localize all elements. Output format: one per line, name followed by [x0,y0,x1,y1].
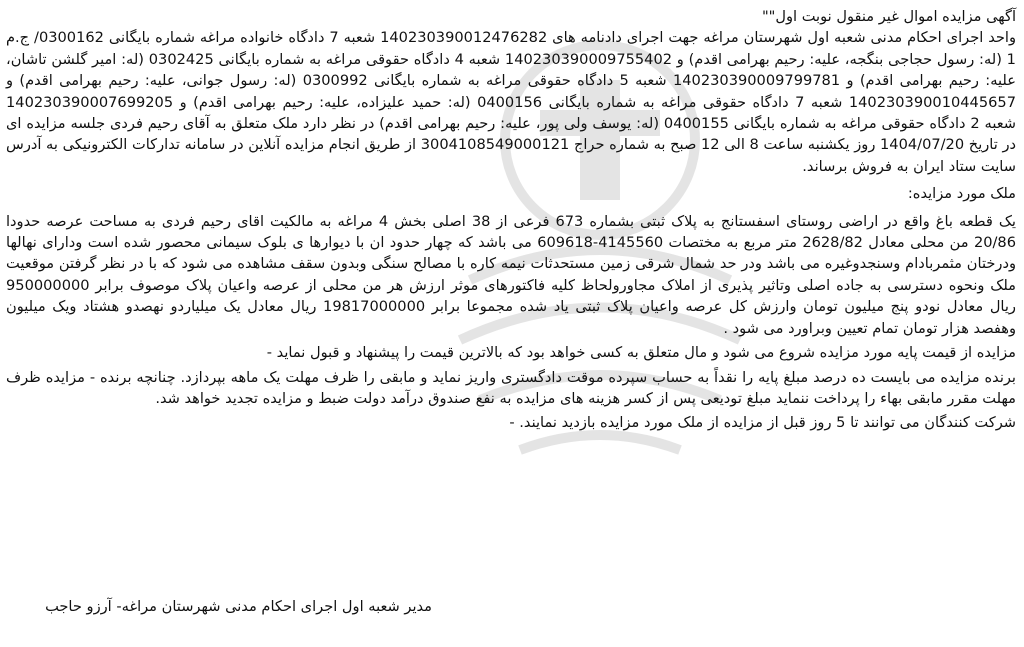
auction-notice [6,6,1016,434]
signature-line: مدیر شعبه اول اجرای احکام مدنی شهرستان مراغه- آرزو حاجب [45,597,432,615]
property-section-label: ملک مورد مزایده: [907,185,1016,203]
property-description-paragraph: یک قطعه باغ واقع در اراضی روستای اسفستانج به پلاک ثبتی بشماره 673 فرعی از 38 اصلی بخش 4 مراغه به مالکیت اقای رحیم فردی به مساحت عرصه حدودا 20/86 من محلی معادل 2628/82 متر مربع به مختصات 4145560-609618 می باشد که چهار حدود ان با دیوارها ی بلوک سیمانی محصور شده است ودارای نهالها ودرختان مثمربادام وسنجدوغیره می باشد ودر حد شمال شرقی زمین مستحدثات نیمه کاره با مصالح سنگی وبدون سقف مشاهده می شود که با در نظر گرفتن موقعیت ملک ونحوه دسترسی به جاده اصلی وتاثیر پذیری از املاک مجاورولحاظ کلیه فاکتورهای موثر ارزش هر من محلی از عرصه واعیان پلاک موصوف برابر 950000000 ریال معادل نودو پنج میلیون تومان وارزش کل عرصه واعیان پلاک ثبتی یاد شده مجموعا برابر 19817000000 ریال معادل یک میلیاردو نهصدو هشتاد ویک میلیون وهفصد هزار تومان تمام تعیین وبراورد می شود . [6,212,1016,337]
base-price-paragraph: مزایده از قیمت پایه مورد مزایده شروع می شود و مال متعلق به کسی خواهد بود که بالاترین قیمت را پیشنهاد و قبول نماید - [266,344,1016,362]
visit-note-paragraph: شرکت کنندگان می توانند تا 5 روز قبل از مزایده از ملک مورد مزایده بازدید نمایند. - [509,414,1016,432]
winner-terms-paragraph: برنده مزایده می بایست ده درصد مبلغ پایه را نقداً به حساب سپرده موقت دادگستری واریز نماید و مابقی را ظرف مهلت یک ماهه بپردازد. چنانچه برنده - مزایده ظرف مهلت مقرر مابقی بهاء را پرداخت ننماید مبلغ تودیعی پس از کسر هزینه های مزایده به نفع صندوق درآمد دولت ضبط و مزایده تجدید خواهد شد. [6,368,1016,407]
notice-intro-paragraph: واحد اجرای احکام مدنی شعبه اول شهرستان مراغه جهت اجرای دادنامه های 140230390012476282 شعبه 7 دادگاه خانواده مراغه شماره بایگانی 0300162/ ج.م 1 (له: رسول حجاجی بنگجه، علیه: رحیم بهرامی اقدم) و 140230390009755402 شعبه 4 دادگاه حقوقی مراغه به شماره بایگانی 0302425 (له: امیر گلشن تاشان، علیه: رحیم بهرامی اقدم) و 140230390009799781 شعبه 5 دادگاه حقوقی مراغه به شماره بایگانی 0300992 (له: رسول جوانی، علیه: رحیم بهرامی اقدم) و 140230390010445657 شعبه 7 دادگاه حقوقی مراغه به شماره بایگانی 0400156 (له: حمید علیزاده، علیه: رحیم بهرامی اقدم) و 140230390007699205 شعبه 2 دادگاه حقوقی مراغه به شماره بایگانی 0400155 (له: یوسف ولی پور، علیه: رحیم بهرامی اقدم) در نظر دارد ملک متعلق به آقای رحیم فردی جلسه مزایده ای در تاریخ 1404/07/20 روز یکشنبه ساعت 8 الی 12 صبح به شماره حراج 3004108549000121 از طریق انجام مزایده آنلاین در سامانه تدارکات الکترونیکی به آدرس سایت ستاد ایران به فروش برساند. [6,29,1017,175]
notice-title: آگهی مزایده اموال غیر منقول نوبت اول"" [761,8,1016,25]
